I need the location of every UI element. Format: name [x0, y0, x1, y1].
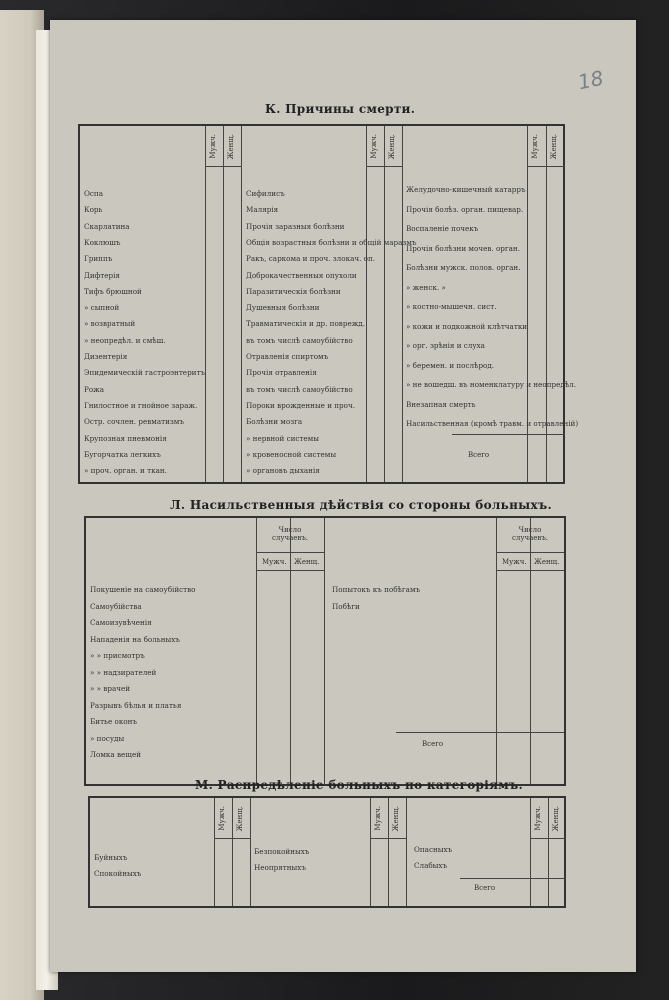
table-row-label: Разрывъ бѣлья и платья [90, 700, 182, 710]
table-row-label: Гнилостное и гнойное зараж. [84, 400, 198, 410]
table-row-label: Желудочно-кишечный катарръ [406, 185, 526, 194]
l-header-rule [256, 570, 324, 571]
section-m-table [88, 796, 566, 908]
table-row-label: » органовъ дыханія [246, 466, 320, 476]
m-col-divider [530, 798, 531, 906]
table-row-label: Прочія болѣзни мочев. орган. [406, 243, 520, 253]
document-page [50, 20, 636, 972]
k-female-header: Женщ. [227, 134, 235, 160]
m-total-rule [460, 878, 566, 879]
m-female-header: Женщ. [236, 806, 244, 832]
section-l-table [84, 516, 566, 786]
m-col-divider [388, 798, 389, 906]
m-col-divider [548, 798, 549, 906]
l-header-rule [496, 570, 564, 571]
k-col-divider [402, 126, 403, 482]
table-row-label: Побѣги [332, 601, 360, 611]
k-col-divider [241, 126, 242, 482]
m-female-header: Женщ. [552, 806, 560, 832]
table-row-label: въ томъ числѣ самоубійство [246, 384, 353, 394]
m-male-header: Мужч. [534, 806, 542, 831]
table-row-label: Коклюшъ [84, 237, 121, 247]
l-col-divider [290, 518, 291, 784]
m-header-rule [214, 838, 250, 839]
m-col-divider [406, 798, 407, 906]
table-row-label: » нервной системы [246, 433, 319, 443]
table-row-label: Бугорчатка легкихъ [84, 449, 161, 459]
m-header-rule [370, 838, 406, 839]
table-row-label: Внезапная смерть [406, 399, 476, 409]
l-col-divider [256, 518, 257, 784]
table-row-label: Крупозная пневмонія [84, 433, 167, 443]
m-male-header: Мужч. [218, 806, 226, 831]
table-row-label: Попытокъ къ побѣгамъ [332, 585, 421, 594]
m-header-rule [530, 838, 566, 839]
section-k-title: К. Причины смерти. [265, 102, 416, 116]
k-col-divider [223, 126, 224, 482]
table-row-label: Отравленія спиртомъ [246, 352, 329, 361]
k-total-label: Всего [468, 451, 490, 459]
table-row-label: Пороки врожденные и проч. [246, 400, 356, 410]
table-row-label: Покушеніе на самоубійство [90, 585, 196, 594]
table-row-label: » возвратный [84, 319, 136, 329]
table-row-label: Дизентерія [84, 352, 128, 361]
m-col-divider [232, 798, 233, 906]
table-row-label: » проч. орган. и ткан. [84, 466, 167, 476]
k-col-divider [527, 126, 528, 482]
k-header-rule [205, 166, 241, 167]
l-male-header: Мужч. [262, 558, 287, 566]
k-header-rule [366, 166, 402, 167]
table-row-label: Скарлатина [84, 221, 130, 231]
table-row-label: » неопредѣл. и смѣш. [84, 335, 166, 345]
l-col-divider [324, 518, 325, 784]
table-row-label: » беремен. и послѣрод. [406, 360, 495, 370]
l-female-header: Женщ. [534, 558, 560, 566]
table-row-label: Корь [84, 205, 103, 215]
table-row-label: Ракъ, саркома и проч. злокач. оп. [246, 254, 376, 264]
table-row-label: Доброкачественныя опухоли [246, 270, 357, 280]
section-k-table [78, 124, 579, 484]
table-row-label: » кровеносной системы [246, 449, 337, 459]
table-row-label: Неопрятныхъ [254, 863, 306, 872]
table-row-label: Гриппъ [84, 254, 113, 264]
table-row-label: Насильственная (кромѣ травм. и отравленій) [406, 419, 579, 428]
m-col-divider [370, 798, 371, 906]
table-row-label: » » надзирателей [90, 667, 157, 677]
k-col-divider [205, 126, 206, 482]
table-row-label: » кожи и подкожной клѣтчатки [406, 321, 528, 331]
table-row-label: Нападенія на больныхъ [90, 634, 180, 644]
table-row-label: Дифтерія [84, 270, 120, 280]
table-row-label: Опасныхъ [414, 845, 453, 854]
table-row-label: Слабыхъ [414, 861, 448, 870]
table-row-label: Болѣзни мужск. полов. орган. [406, 263, 521, 272]
k-col-divider [546, 126, 547, 482]
section-m-title: М. Распредѣленіе больныхъ по категоріямъ. [195, 778, 523, 792]
table-row-label: » » присмотръ [90, 651, 145, 660]
m-male-header: Мужч. [374, 806, 382, 831]
section-l-title: Л. Насильственныя дѣйствія со стороны больныхъ. [170, 498, 552, 512]
k-header-rule [527, 166, 565, 167]
m-col-divider [214, 798, 215, 906]
table-row-label: Прочія болѣз. орган. пищевар. [406, 204, 524, 214]
k-male-header: Мужч. [370, 134, 378, 159]
table-row-label: » костно-мышечн. сист. [406, 302, 497, 311]
table-row-label: Паразитическія болѣзни [246, 286, 341, 296]
k-col-divider [384, 126, 385, 482]
k-female-header: Женщ. [550, 134, 558, 160]
table-row-label: Остр. сочлен. ревматизмъ [84, 417, 184, 427]
l-col-divider [496, 518, 497, 784]
table-row-label: Прочія заразныя болѣзни [246, 221, 345, 231]
m-col-divider [250, 798, 251, 906]
m-female-header: Женщ. [392, 806, 400, 832]
table-row-label: Душевныя болѣзни [246, 303, 320, 313]
table-row-label: Безпокойныхъ [254, 847, 310, 856]
k-female-header: Женщ. [388, 134, 396, 160]
l-count-header: Число случаевъ. [511, 526, 549, 542]
table-row-label: Рожа [84, 384, 105, 394]
l-total-rule [396, 732, 564, 733]
table-row-label: Спокойныхъ [94, 869, 142, 878]
table-row-label: Сифилисъ [246, 189, 285, 198]
l-total-label: Всего [422, 740, 444, 748]
table-row-label: Оспа [84, 189, 103, 198]
table-row-label: » » врачей [90, 684, 131, 693]
k-male-header: Мужч. [209, 134, 217, 159]
table-row-label: » женск. » [406, 282, 446, 292]
k-col-divider [366, 126, 367, 482]
table-row-label: Болѣзни мозга [246, 417, 303, 427]
table-row-label: Битье оконъ [90, 717, 138, 726]
l-header-rule [256, 552, 324, 553]
table-row-label: въ томъ числѣ самоубійство [246, 335, 353, 345]
folio-number: 18 [575, 65, 606, 95]
table-row-label: Самоизувѣченія [90, 618, 152, 627]
table-row-label: Самоубійства [90, 601, 142, 611]
l-male-header: Мужч. [502, 558, 527, 566]
table-row-label: Малярія [246, 205, 279, 215]
l-female-header: Женщ. [294, 558, 320, 566]
table-row-label: Эпидемическій гастроэнтеритъ [84, 368, 206, 378]
table-row-label: » сыпной [84, 303, 120, 313]
l-col-divider [530, 518, 531, 784]
table-row-label: » орг. зрѣнія и слуха [406, 341, 485, 350]
m-total-label: Всего [474, 884, 496, 892]
k-male-header: Мужч. [531, 134, 539, 159]
k-total-rule [452, 434, 565, 435]
l-count-header: Число случаевъ. [271, 526, 309, 542]
table-row-label: Прочія отравленія [246, 368, 317, 378]
table-row-label: Буйныхъ [94, 853, 128, 862]
table-row-label: » посуды [90, 733, 125, 743]
l-header-rule [496, 552, 564, 553]
table-row-label: Тифъ брюшной [84, 286, 142, 296]
table-row-label: Воспаленіе почекъ [406, 224, 479, 233]
table-row-label: Ломка вещей [90, 750, 142, 759]
table-row-label: Общія возрастныя болѣзни и общій маразмъ [246, 237, 417, 247]
table-row-label: Травматическія и др. поврежд. [246, 319, 366, 329]
table-row-label: » не вошедш. въ номенклатуру и неопредѣл. [406, 380, 577, 389]
